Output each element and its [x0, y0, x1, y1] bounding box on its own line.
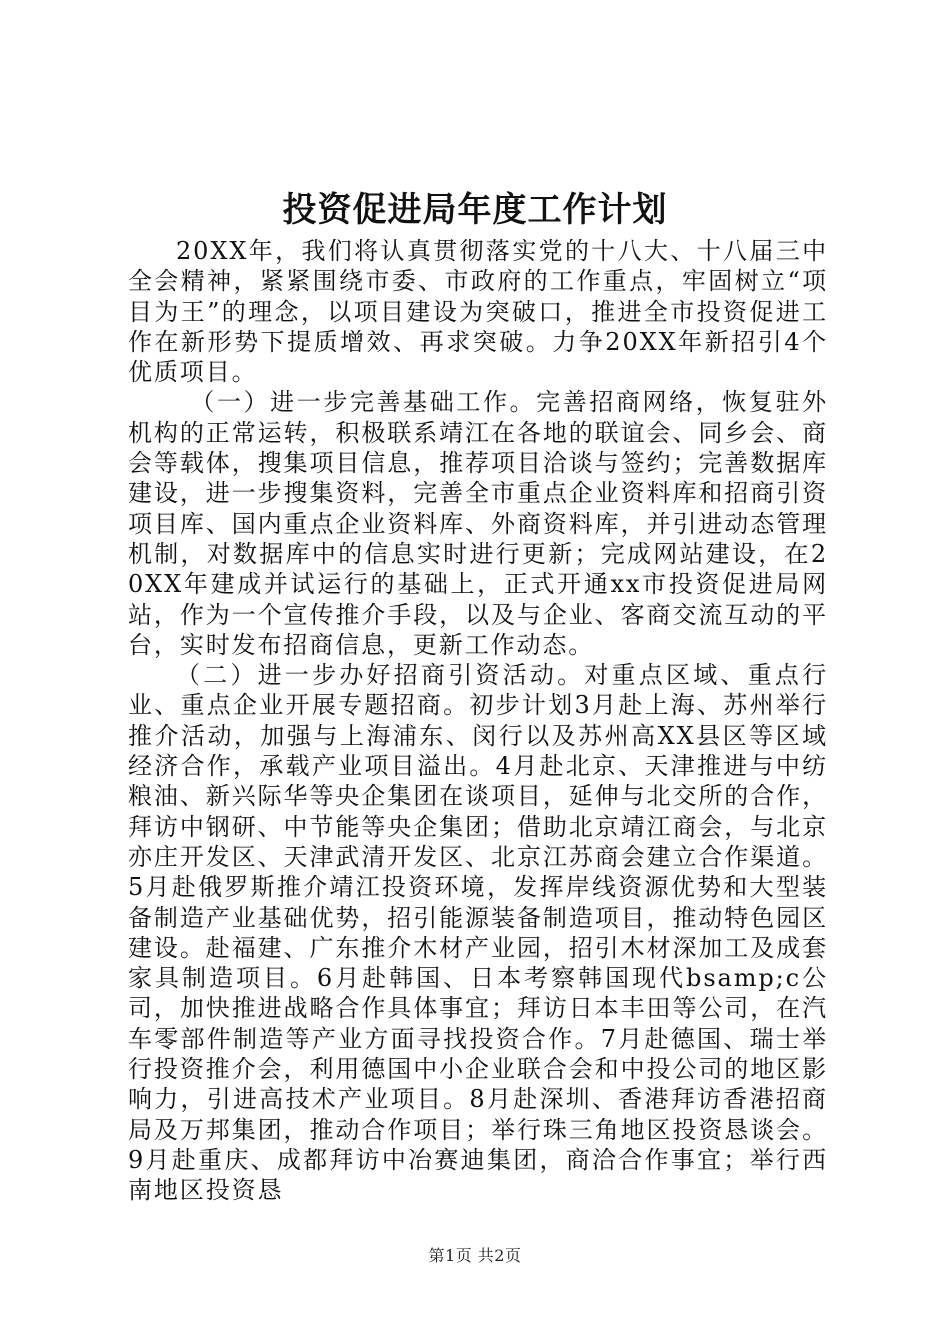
document-body: [128, 236, 828, 1206]
page-footer: 第1页 共2页: [428, 1246, 522, 1265]
document-title: 投资促进局年度工作计划: [282, 190, 668, 230]
paragraph-section-2: （二）进一步办好招商引资活动。对重点区域、重点行业、重点企业开展专题招商。初步计划3月赴上海、苏州举行推介活动，加强与上海浦东、闵行以及苏州高XX县区等区域经济合作，承载产业项目溢出。4月赴北京、天津推进与中纺粮油、新兴际华等央企集团在谈项目，延伸与北交所的合作，拜访中钢研、中节能等央企集团；借助北京靖江商会，与北京亦庄开发区、天津武清开发区、北京江苏商会建立合作渠道。5月赴俄罗斯推介靖江投资环境，发挥岸线资源优势和大型装备制造产业基础优势，招引能源装备制造项目，推动特色园区建设。赴福建、广东推介木材产业园，招引木材深加工及成套家具制造项目。6月赴韩国、日本考察韩国现代bsamp;c公司，加快推进战略合作具体事宜；拜访日本丰田等公司，在汽车零部件制造等产业方面寻找投资合作。7月赴德国、瑞士举行投资推介会，利用德国中小企业联合会和中投公司的地区影响力，引进高技术产业项目。8月赴深圳、香港拜访香港招商局及万邦集团，推动合作项目；举行珠三角地区投资恳谈会。9月赴重庆、成都拜访中冶赛迪集团，商洽合作事宜；举行西南地区投资恳: [128, 661, 828, 1205]
paragraph-section-1: （一）进一步完善基础工作。完善招商网络，恢复驻外机构的正常运转，积极联系靖江在各地的联谊会、同乡会、商会等载体，搜集项目信息，推荐项目洽谈与签约；完善数据库建设，进一步搜集资料，完善全市重点企业资料库和招商引资项目库、国内重点企业资料库、外商资料库，并引进动态管理机制，对数据库中的信息实时进行更新；完成网站建设，在20XX年建成并试运行的基础上，正式开通xx市投资促进局网站，作为一个宣传推介手段，以及与企业、客商交流互动的平台，实时发布招商信息，更新工作动态。: [128, 388, 828, 659]
paragraph-intro: 20XX年，我们将认真贯彻落实党的十八大、十八届三中全会精神，紧紧围绕市委、市政府的工作重点，牢固树立“项目为王”的理念，以项目建设为突破口，推进全市投资促进工作在新形势下提质增效、再求突破。力争20XX年新招引4个优质项目。: [128, 237, 828, 387]
